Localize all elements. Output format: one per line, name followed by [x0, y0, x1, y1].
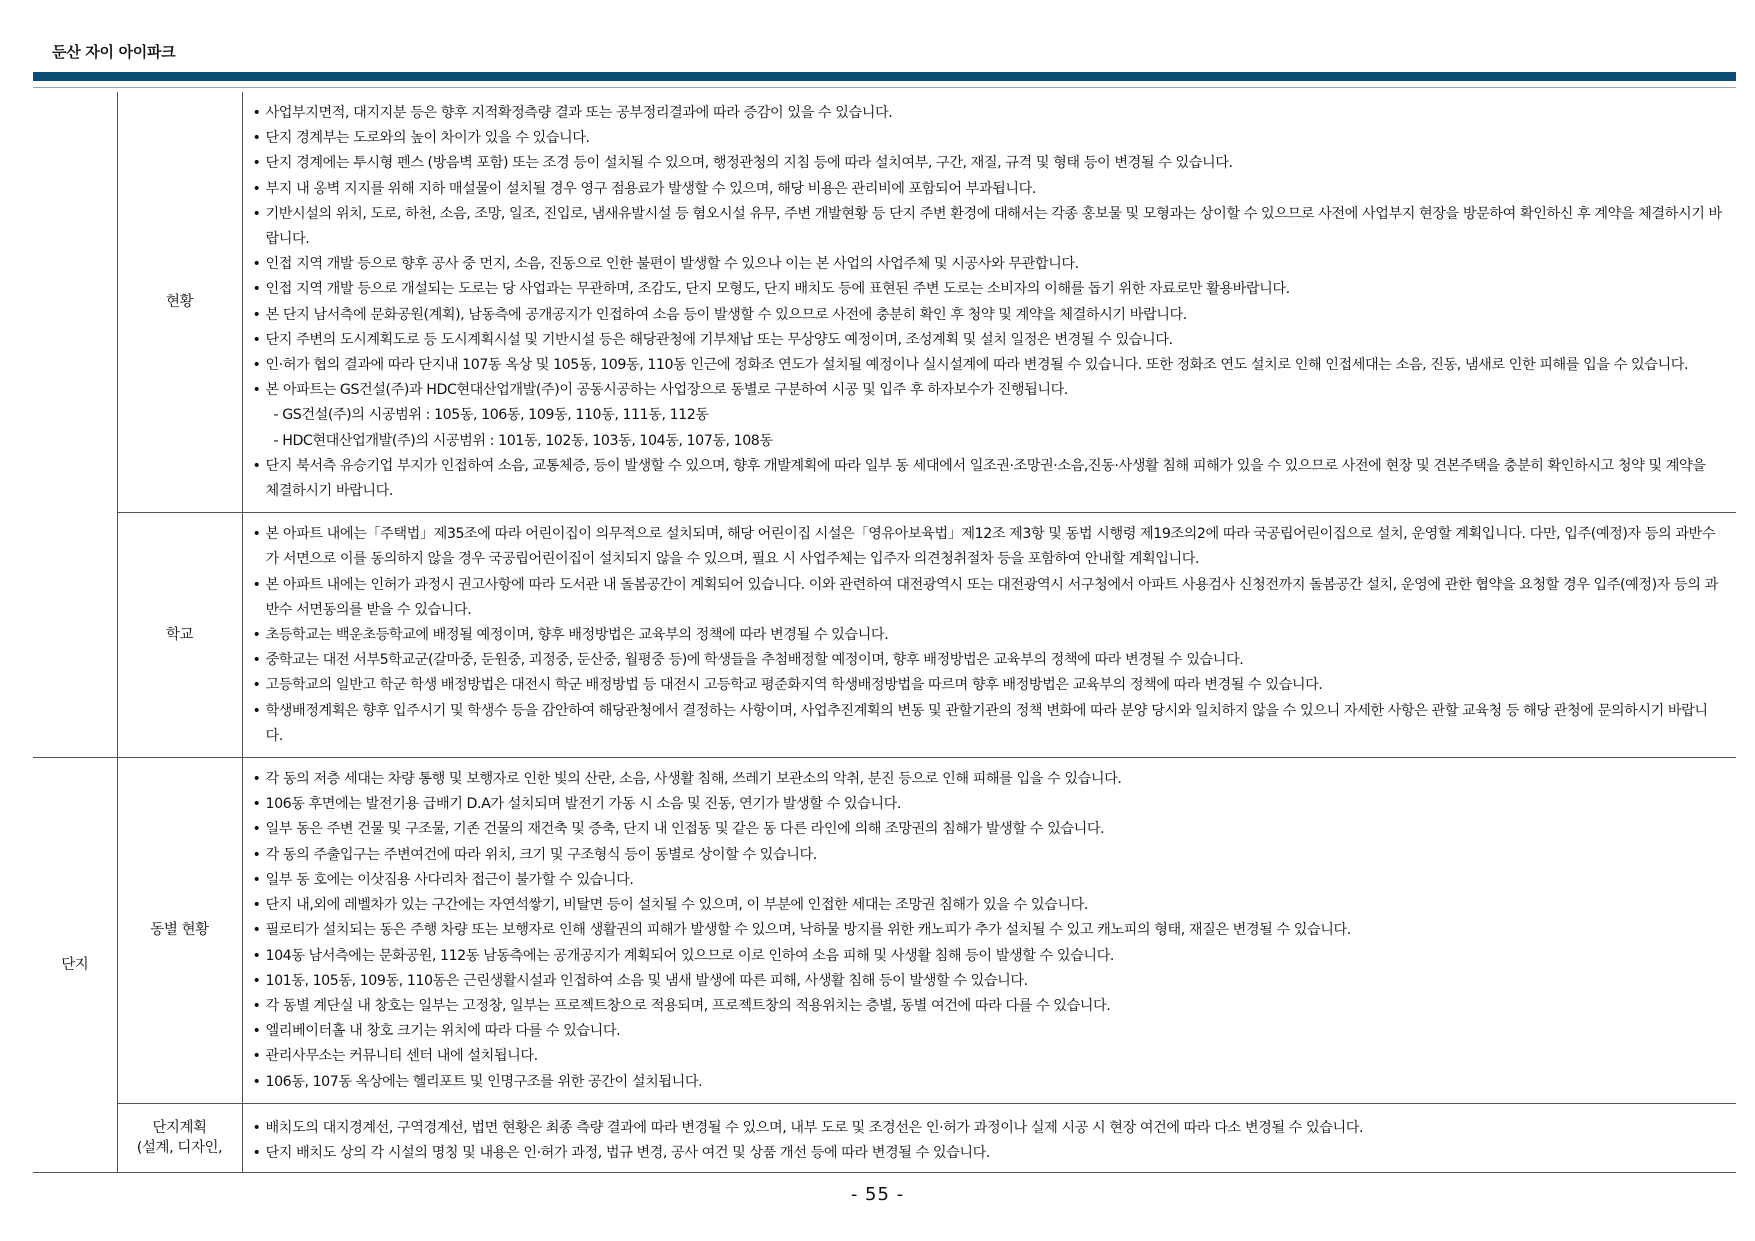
bullet-item: • 각 동의 저층 세대는 차량 통행 및 보행자로 인한 빛의 산란, 소음, 사생활 침해, 쓰레기 보관소의 악취, 분진 등으로 인해 피해를 입을 수 있습니다.	[252, 767, 1723, 792]
plan-list	[252, 1116, 1723, 1166]
bullet-item: • 단지 내,외에 레벨차가 있는 구간에는 자연석쌓기, 비탈면 등이 설치될 수 있으며, 이 부분에 인접한 세대는 조망권 침해가 있을 수 있습니다.	[252, 893, 1723, 918]
bullet-item: • 본 아파트 내에는「주택법」제35조에 따라 어린이집이 의무적으로 설치되며, 해당 어린이집 시설은「영유아보육법」제12조 제3항 및 동법 시행령 제19조의2에 따라 국공립어린이집으로 설치, 운영할 계획입니다. 다만, 입주(예정)자 등의 과반수가 서면으로 이를 동의하지 않을 경우 국공립어린이집이 설치되지 않을 수 있으며, 필요 시 사업주체는 입주자 의견청취절차 등을 포함하여 안내할 계획입니다.	[252, 522, 1723, 572]
header-bar	[33, 72, 1736, 81]
bullet-item: • 본 아파트는 GS건설(주)과 HDC현대산업개발(주)이 공동시공하는 사업장으로 동별로 구분하여 시공 및 입주 후 하자보수가 진행됩니다.	[252, 378, 1723, 403]
bullet-item: • 기반시설의 위치, 도로, 하천, 소음, 조망, 일조, 진입로, 냄새유발시설 등 혐오시설 유무, 주변 개발현황 등 단지 주변 환경에 대해서는 각종 홍보물 및 모형과는 상이할 수 있으므로 사전에 사업부지 현장을 방문하여 확인하신 후 계약을 체결하시기 바랍니다.	[252, 202, 1723, 252]
building-list	[252, 767, 1723, 1095]
row-school	[33, 513, 1736, 758]
bullet-item: • 104동 남서측에는 문화공원, 112동 남동측에는 공개공지가 계획되어 있으므로 이로 인하여 소음 피해 및 사생활 침해 등이 발생할 수 있습니다.	[252, 944, 1723, 969]
bullet-item: • 일부 동 호에는 이삿짐용 사다리차 접근이 불가할 수 있습니다.	[252, 868, 1723, 893]
bullet-item: • 배치도의 대지경계선, 구역경계선, 법면 현황은 최종 측량 결과에 따라 변경될 수 있으며, 내부 도로 및 조경선은 인·허가 과정이나 실제 시공 시 현장 여건에 따라 다소 변경될 수 있습니다.	[252, 1116, 1723, 1141]
row-building	[33, 758, 1736, 1104]
group-cell-empty	[33, 92, 117, 513]
bullet-item: • 필로티가 설치되는 동은 주행 차량 또는 보행자로 인해 생활권의 피해가 발생할 수 있으며, 낙하물 방지를 위한 캐노피가 추가 설치될 수 있고 캐노피의 형태, 재질은 변경될 수 있습니다.	[252, 918, 1723, 943]
bullet-item: • 106동 후면에는 발전기용 급배기 D.A가 설치되며 발전기 가동 시 소음 및 진동, 연기가 발생할 수 있습니다.	[252, 792, 1723, 817]
bullet-item: • 관리사무소는 커뮤니티 센터 내에 설치됩니다.	[252, 1044, 1723, 1069]
bullet-item: • 단지 경계부는 도로와의 높이 차이가 있을 수 있습니다.	[252, 126, 1723, 151]
content-building	[242, 758, 1736, 1104]
sub-item: - HDC현대산업개발(주)의 시공범위 : 101동, 102동, 103동, 104동, 107동, 108동	[273, 432, 773, 449]
bullet-item: • 초등학교는 백운초등학교에 배정될 예정이며, 향후 배정방법은 교육부의 정책에 따라 변경될 수 있습니다.	[252, 623, 1723, 648]
label-status: 현황	[117, 92, 242, 513]
notice-table	[33, 92, 1736, 1173]
bullet-item: • 단지 주변의 도시계획도로 등 도시계획시설 및 기반시설 등은 해당관청에 기부채납 또는 무상양도 예정이며, 조성계획 및 설치 일정은 변경될 수 있습니다.	[252, 328, 1723, 353]
status-list	[252, 101, 1723, 504]
group-cell-empty-2	[33, 513, 117, 758]
row-plan	[33, 1103, 1736, 1172]
content-school	[242, 513, 1736, 758]
bullet-item: • 일부 동은 주변 건물 및 구조물, 기존 건물의 재건축 및 증축, 단지 내 인접동 및 같은 동 다른 라인에 의해 조망권의 침해가 발생할 수 있습니다.	[252, 817, 1723, 842]
row-status	[33, 92, 1736, 513]
bullet-item: • 인·허가 협의 결과에 따라 단지내 107동 옥상 및 105동, 109동, 110동 인근에 정화조 연도가 설치될 예정이나 실시설계에 따라 변경될 수 있습니다. 또한 정화조 연도 설치로 인해 인접세대는 소음, 진동, 냄새로 인한 피해를 입을 수 있습니다.	[252, 353, 1723, 378]
document-title: 둔산 자이 아이파크	[52, 43, 176, 61]
bullet-item: • 인접 지역 개발 등으로 향후 공사 중 먼지, 소음, 진동으로 인한 불편이 발생할 수 있으나 이는 본 사업의 사업주체 및 시공사와 무관합니다.	[252, 252, 1723, 277]
bullet-item: • 인접 지역 개발 등으로 개설되는 도로는 당 사업과는 무관하며, 조감도, 단지 모형도, 단지 배치도 등에 표현된 주변 도로는 소비자의 이해를 돕기 위한 자료로만 활용바랍니다.	[252, 277, 1723, 302]
school-list	[252, 522, 1723, 749]
bullet-item: • 고등학교의 일반고 학군 학생 배정방법은 대전시 학군 배정방법 등 대전시 고등학교 평준화지역 학생배정방법을 따르며 향후 배정방법은 교육부의 정책에 따라 변경될 수 있습니다.	[252, 673, 1723, 698]
bullet-item: • 101동, 105동, 109동, 110동은 근린생활시설과 인접하여 소음 및 냄새 발생에 따른 피해, 사생활 침해 등이 발생할 수 있습니다.	[252, 969, 1723, 994]
bullet-item: • 사업부지면적, 대지지분 등은 향후 지적확정측량 결과 또는 공부정리결과에 따라 증감이 있을 수 있습니다.	[252, 101, 1723, 126]
bullet-item: • 단지 배치도 상의 각 시설의 명칭 및 내용은 인·허가 과정, 법규 변경, 공사 여건 및 상품 개선 등에 따라 변경될 수 있습니다.	[252, 1141, 1723, 1166]
content-plan	[242, 1103, 1736, 1172]
content-status	[242, 92, 1736, 513]
bullet-item: • 본 아파트 내에는 인허가 과정시 권고사항에 따라 도서관 내 돌봄공간이 계획되어 있습니다. 이와 관련하여 대전광역시 또는 대전광역시 서구청에서 아파트 사용검사 신청전까지 돌봄공간 설치, 운영에 관한 협약을 요청할 경우 입주(예정)자 등의 과반수 서면동의를 받을 수 있습니다.	[252, 573, 1723, 623]
label-school: 학교	[117, 513, 242, 758]
header-rule	[33, 87, 1736, 88]
bullet-item: • 단지 북서측 유승기업 부지가 인접하여 소음, 교통체증, 등이 발생할 수 있으며, 향후 개발계획에 따라 일부 동 세대에서 일조권·조망권·소음,진동·사생활 침해 피해가 있을 수 있으므로 사전에 현장 및 견본주택을 충분히 확인하시고 청약 및 계약을 체결하시기 바랍니다.	[252, 454, 1723, 504]
sub-item: - GS건설(주)의 시공범위 : 105동, 106동, 109동, 110동, 111동, 112동	[273, 407, 709, 424]
bullet-item: • 각 동의 주출입구는 주변여건에 따라 위치, 크기 및 구조형식 등이 동별로 상이할 수 있습니다.	[252, 843, 1723, 868]
bullet-item: • 106동, 107동 옥상에는 헬리포트 및 인명구조를 위한 공간이 설치됩니다.	[252, 1070, 1723, 1095]
bullet-item: • 본 단지 남서측에 문화공원(계획), 남동측에 공개공지가 인접하여 소음 등이 발생할 수 있으므로 사전에 충분히 확인 후 청약 및 계약을 체결하시기 바랍니다.	[252, 303, 1723, 328]
bullet-item: • 단지 경계에는 투시형 펜스 (방음벽 포함) 또는 조경 등이 설치될 수 있으며, 행정관청의 지침 등에 따라 설치여부, 구간, 재질, 규격 및 형태 등이 변경될 수 있습니다.	[252, 151, 1723, 176]
bullet-item: • 중학교는 대전 서부5학교군(갈마중, 둔원중, 괴정중, 둔산중, 월평중 등)에 학생들을 추첨배정할 예정이며, 향후 배정방법은 교육부의 정책에 따라 변경될 수 있습니다.	[252, 648, 1723, 673]
page-number: - 55 -	[850, 1184, 905, 1205]
bullet-item: • 학생배정계획은 향후 입주시기 및 학생수 등을 감안하여 해당관청에서 결정하는 사항이며, 사업추진계획의 변동 및 관할기관의 정책 변화에 따라 분양 당시와 일치하지 않을 수 있으니 자세한 사항은 관할 교육청 등 해당 관청에 문의하시기 바랍니다.	[252, 699, 1723, 749]
label-complex: 단지	[33, 758, 117, 1173]
bullet-item: • 각 동별 계단실 내 창호는 일부는 고정창, 일부는 프로젝트창으로 적용되며, 프로젝트창의 적용위치는 층별, 동별 여건에 따라 다를 수 있습니다.	[252, 994, 1723, 1019]
bullet-item: • 엘리베이터홀 내 창호 크기는 위치에 따라 다를 수 있습니다.	[252, 1019, 1723, 1044]
label-building: 동별 현황	[117, 758, 242, 1104]
label-plan: 단지계획 (설계, 디자인,	[117, 1103, 242, 1172]
bullet-item: • 부지 내 옹벽 지지를 위해 지하 매설물이 설치될 경우 영구 점용료가 발생할 수 있으며, 해당 비용은 관리비에 포함되어 부과됩니다.	[252, 177, 1723, 202]
